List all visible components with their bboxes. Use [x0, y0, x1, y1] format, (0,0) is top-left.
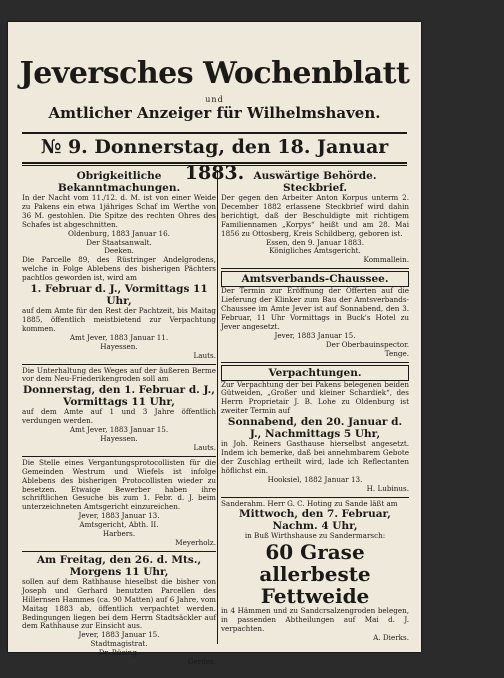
notice-theft-text: In der Nacht vom 11./12. d. M. ist von einer Weide zu Pakens ein etwa 1jähriges Schaf im Werthe von 36 M. gestohlen. Die Spitze des rechten Ohres des Schafes ist abgeschnitten.	[22, 193, 216, 229]
notice-lease-name: Dr. Büsing.	[98, 648, 140, 658]
notice-protocol-org: Amtsgericht, Abth. II.	[79, 520, 159, 530]
notice-parcel-text: Die Parcelle 89, des Rüstringer Andelgrodens, welche in Folge Ablebens des bisherigen Pächters pachtlos geworden ist, wird am	[22, 255, 216, 283]
section-heading-external: Auswärtige Behörde.	[253, 170, 377, 182]
divider	[22, 364, 216, 365]
notice-protocol-place: Jever, 1883 Januar 13.	[78, 511, 160, 521]
masthead-title: Jeversches Wochenblatt	[19, 56, 410, 91]
notice-lease-clerk: Gerdes.	[187, 657, 216, 667]
pasture-name: A. Dierks.	[373, 633, 409, 643]
notice-protocol-text: Die Stelle eines Vergantungsprotocollisten für die Gemeinden Westrum und Wiefels ist infolge Ablebens des bisherigen Protocollisten wieder zu besetzen. Etwaige Bewerber haben ihre schriftlichen Gesuche bis zum 1. Febr. d. J. beim unterzeichneten Amtsgericht einzureichen.	[22, 457, 216, 512]
lease-name: H. Lubinus.	[366, 483, 409, 493]
notice-theft-name: Deeken.	[104, 246, 134, 256]
notice-road-text: Die Unterhaltung des Weges auf der äußeren Berme vor dem Neu-Friederikengroden soll am	[22, 365, 216, 384]
notice-road-date: Donnerstag, den 1. Februar d. J., Vormittags 11 Uhr,	[23, 384, 215, 409]
divider	[221, 497, 409, 498]
notice-protocol-name: Harbers.	[102, 529, 136, 539]
warrant-name: Kommallein.	[363, 255, 409, 265]
divider	[221, 362, 409, 363]
masthead-rule-bottom	[22, 162, 407, 164]
notice-parcel-clerk: Lauts.	[193, 350, 216, 360]
notice-road-place: Amt Jever, 1883 Januar 15.	[69, 425, 169, 435]
lease-text-b: in Joh. Reiners Gasthause hierselbst angesetzt. Indem ich bemerke, daß bei annehmbarem Gebote der Zuschlag ertheilt wird, lade ich Reflectanten höflichst ein.	[221, 439, 409, 475]
chaussee-text: Der Termin zur Eröffnung der Offerten auf die Lieferung der Klinker zum Bau der Amtsverbands-Chaussee im Amte Jever ist auf Sonnabend, den 3. Februar, 11 Uhr Vormittags in Buck's Hotel zu Jever angesetzt.	[221, 286, 409, 331]
chaussee-box	[221, 271, 409, 287]
chaussee-name: Tenge.	[384, 348, 409, 358]
notice-parcel-date: 1. Februar d. J., Vormittags 11 Uhr,	[30, 283, 208, 308]
section-subheading-warrant: Steckbrief.	[282, 182, 348, 194]
column-separator	[217, 170, 218, 644]
chaussee-org: Der Oberbauinspector.	[325, 339, 409, 349]
right-column	[221, 170, 409, 646]
lease-text: Zur Verpachtung der bei Pakens belegenen beiden Gütweiden, „Großer und kleiner Schardiek“, des Herrn Proprietair J. B. Lohe zu Oldenburg ist zweiter Termin auf	[221, 379, 409, 416]
pasture-text: Sanderahm. Herr G. C. Hoting zu Sande läßt am	[221, 498, 398, 508]
issue-line: № 9. Donnerstag, den 18. Januar 1883.	[40, 136, 389, 184]
notice-lease-place: Jever, 1883 Januar 15.	[78, 630, 160, 640]
divider	[22, 551, 216, 552]
pasture-text-b: in 4 Hämmen und zu Sandcrsalzengroden belegen, in passenden Abtheilungen auf Mai d. J. verpachten.	[221, 606, 409, 634]
warrant-org: Königliches Amtsgericht.	[269, 246, 361, 256]
notice-protocol-clerk: Meyerholz.	[175, 538, 216, 547]
notice-lease-text: sollen auf dem Rathhause hieselbst die bisher von Joseph und Gerhard benutzten Parcellen des Hillernsen Hammes (ca. 90 Matten) auf 6 Jahre, vom Maitag 1883 ab, öffentlich verpachtet werden. Bedingungen liegen bei dem Herrn Stadtsäckler auf dem Rathhause zur Einsicht aus.	[22, 576, 216, 631]
section-heading-official: Obrigkeitliche Bekanntmachungen.	[57, 170, 181, 194]
divider	[22, 456, 216, 457]
notice-road-text-b: auf dem Amte auf 1 und 3 Jahre öffentlich verdungen werden.	[22, 407, 216, 426]
newspaper-page	[8, 22, 421, 667]
notice-road-clerk: Lauts.	[193, 442, 216, 452]
pasture-headline-1: 60 Grase allerbeste	[259, 540, 371, 587]
lease-box	[221, 365, 409, 381]
masthead	[8, 26, 421, 122]
chaussee-heading: Amtsverbands-Chaussee.	[241, 273, 389, 286]
notice-theft-place: Oldenburg, 1883 Januar 16.	[68, 228, 170, 238]
lease-date: Sonnabend, den 20. Januar d. J., Nachmittags 5 Uhr,	[227, 416, 403, 441]
masthead-subtitle: Amtlicher Anzeiger für Wilhelmshaven.	[48, 104, 381, 122]
masthead-und: und	[205, 95, 224, 104]
warrant-place: Essen, den 9. Januar 1883.	[266, 237, 364, 247]
chaussee-place: Jever, 1883 Januar 15.	[274, 330, 356, 340]
pasture-location: in Buß Wirthshause zu Sandermarsch:	[244, 531, 386, 541]
notice-road-name: Hayessen.	[100, 434, 138, 444]
lease-heading: Verpachtungen.	[268, 366, 362, 379]
lease-place: Hooksiel, 1882 Januar 13.	[267, 474, 363, 484]
pasture-date: Mittwoch, den 7. Februar, Nachm. 4 Uhr,	[239, 508, 391, 533]
left-column	[22, 170, 216, 667]
warrant-text: Der gegen den Arbeiter Anton Korpus unterm 2. December 1882 erlassene Steckbrief wird dahin berichtigt, daß der Beschuldigte mit richtigem Familiennamen „Korpys“ heißt und am 28. Mai 1856 zu Ottosberg, Kreis Schildberg, geboren ist.	[221, 193, 409, 238]
pasture-headline-2: Fettweide	[260, 584, 370, 609]
divider	[221, 268, 409, 269]
notice-parcel-name: Hayessen.	[100, 341, 138, 351]
notice-lease-org: Stadtmagistrat.	[90, 639, 148, 649]
masthead-rule-double	[22, 165, 407, 166]
notice-parcel-text-b: auf dem Amte für den Rest der Pachtzeit, bis Maitag 1885, öffentlich meistbietend zur Verpachtung kommen.	[22, 306, 216, 333]
notice-theft-office: Der Staatsanwalt.	[86, 237, 152, 247]
notice-lease-date: Am Freitag, den 26. d. Mts., Morgens 11 Uhr,	[36, 553, 202, 578]
notice-parcel-place: Amt Jever, 1883 Januar 11.	[69, 332, 169, 342]
